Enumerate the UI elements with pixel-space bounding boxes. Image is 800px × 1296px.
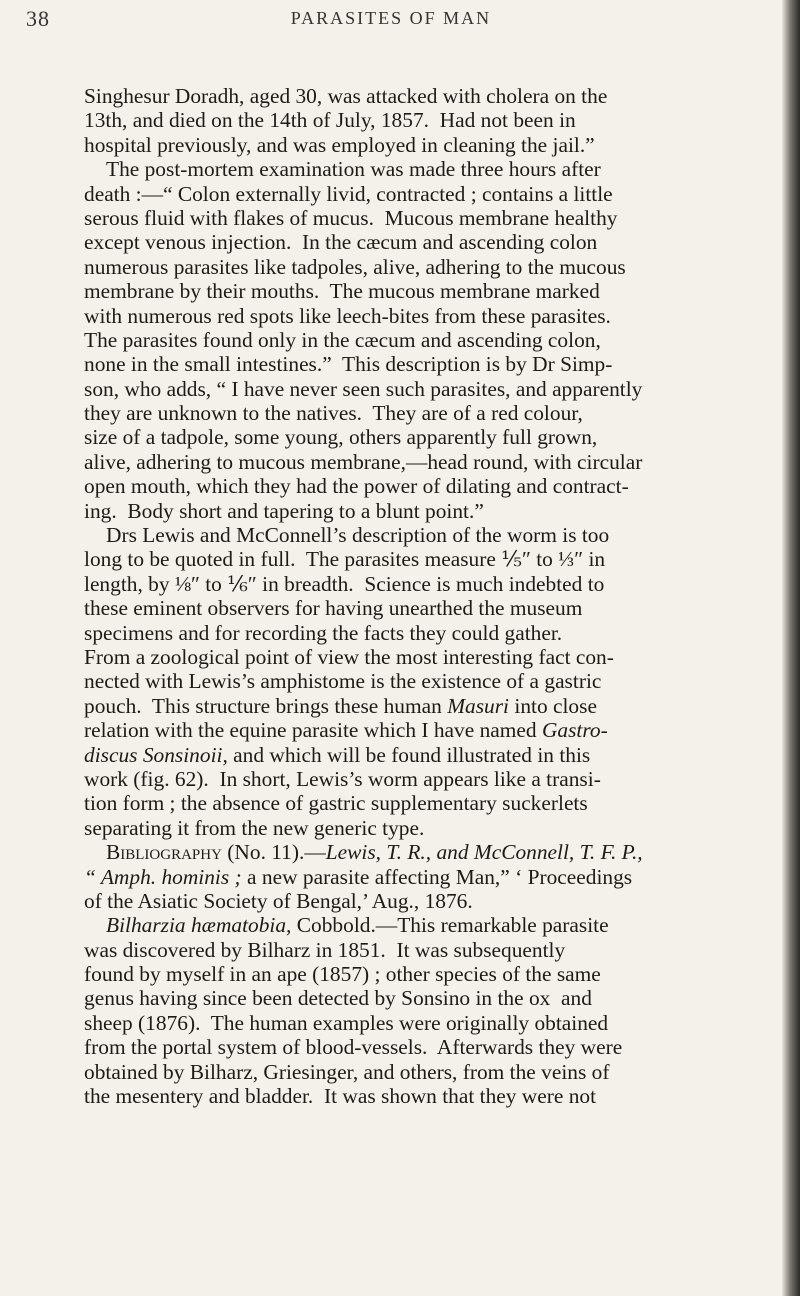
text-line: The parasites found only in the cæcum and ascending colon, <box>84 327 601 352</box>
text-line: ing. Body short and tapering to a blunt point.” <box>84 498 484 523</box>
italic-term: Masuri <box>447 693 510 718</box>
italic-term: discus Sonsinoii, <box>84 742 228 767</box>
text-line: long to be quoted in full. The parasites measure ⅕″ to ⅓″ in <box>84 547 606 572</box>
italic-term: “ Amph. hominis ; <box>84 864 242 889</box>
page-number: 38 <box>26 6 50 31</box>
italic-term: Lewis, T. R., and McConnell, T. F. P., <box>325 840 643 865</box>
text-line: serous fluid with flakes of mucus. Mucous membrane healthy <box>84 205 618 230</box>
text-line: separating it from the new generic type. <box>84 815 425 840</box>
text-run: and which will be found illustrated in this <box>233 742 591 767</box>
text-line: specimens and for recording the facts they could gather. <box>84 620 563 645</box>
text-line: alive, adhering to mucous membrane,—head round, with circular <box>84 449 643 474</box>
text-line: From a zoological point of view the most interesting fact con- <box>84 644 614 669</box>
text-line: work (fig. 62). In short, Lewis’s worm appears like a transi- <box>84 766 601 791</box>
text-run: into close <box>514 693 597 718</box>
text-line: numerous parasites like tadpoles, alive, adhering to the mucous <box>84 254 626 279</box>
text-line <box>84 718 792 742</box>
text-run: Cobbold.—This remarkable parasite <box>296 913 609 938</box>
text-line: of the Asiatic Society of Bengal,’ Aug., 1876. <box>84 888 473 913</box>
text-line: The post-mortem examination was made three hours after <box>106 157 601 182</box>
text-line: Singhesur Doradh, aged 30, was attacked with cholera on the <box>84 84 608 108</box>
text-line: found by myself in an ape (1857) ; other species of the same <box>84 962 601 987</box>
text-line <box>84 865 792 889</box>
text-line: genus having since been detected by Sonsino in the ox and <box>84 986 592 1011</box>
text-line: death :—“ Colon externally livid, contracted ; contains a little <box>84 181 613 206</box>
text-line: Drs Lewis and McConnell’s description of the worm is too <box>106 523 610 548</box>
text-run: a new parasite affecting Man,” ‘ Proceedings <box>247 864 633 889</box>
text-line <box>84 743 792 767</box>
text-line: length, by ⅛″ to ⅙″ in breadth. Science is much indebted to <box>84 571 605 596</box>
text-line: nected with Lewis’s amphistome is the existence of a gastric <box>84 669 602 694</box>
text-line: open mouth, which they had the power of dilating and contract- <box>84 474 629 499</box>
text-line <box>84 913 792 937</box>
text-line <box>84 694 792 718</box>
page-header <box>26 6 756 46</box>
text-line: with numerous red spots like leech-bites from these parasites. <box>84 303 611 328</box>
text-line: none in the small intestines.” This description is by Dr Simp- <box>84 352 613 377</box>
text-run: pouch. This structure brings these human <box>84 693 442 718</box>
text-line: size of a tadpole, some young, others apparently full grown, <box>84 425 598 450</box>
text-line: they are unknown to the natives. They are of a red colour, <box>84 401 583 426</box>
text-line: the mesentery and bladder. It was shown that they were not <box>84 1084 597 1109</box>
text-line: except venous injection. In the cæcum and ascending colon <box>84 230 598 255</box>
text-line: hospital previously, and was employed in cleaning the jail.” <box>84 132 595 157</box>
text-run: relation with the equine parasite which I have named <box>84 718 537 743</box>
running-head: PARASITES OF MAN <box>290 8 492 28</box>
italic-term: Bilharzia hæmatobia, <box>106 913 292 938</box>
text-line: was discovered by Bilharz in 1851. It was subsequently <box>84 937 566 962</box>
text-line: obtained by Bilharz, Griesinger, and others, from the veins of <box>84 1059 610 1084</box>
text-line: son, who adds, “ I have never seen such parasites, and apparently <box>84 376 643 401</box>
text-run: (No. 11).— <box>227 840 326 865</box>
text-line: tion form ; the absence of gastric supplementary suckerlets <box>84 791 588 816</box>
text-line: 13th, and died on the 14th of July, 1857. Had not been in <box>84 108 576 133</box>
small-caps-heading: Bibliography <box>106 840 222 865</box>
text-line: these eminent observers for having unearthed the museum <box>84 596 583 621</box>
text-line <box>84 840 792 864</box>
text-line: from the portal system of blood-vessels. Afterwards they were <box>84 1035 623 1060</box>
italic-term: Gastro- <box>541 718 608 743</box>
text-line: sheep (1876). The human examples were originally obtained <box>84 1010 609 1035</box>
text-line: membrane by their mouths. The mucous membrane marked <box>84 279 600 304</box>
body-text <box>84 84 792 1108</box>
